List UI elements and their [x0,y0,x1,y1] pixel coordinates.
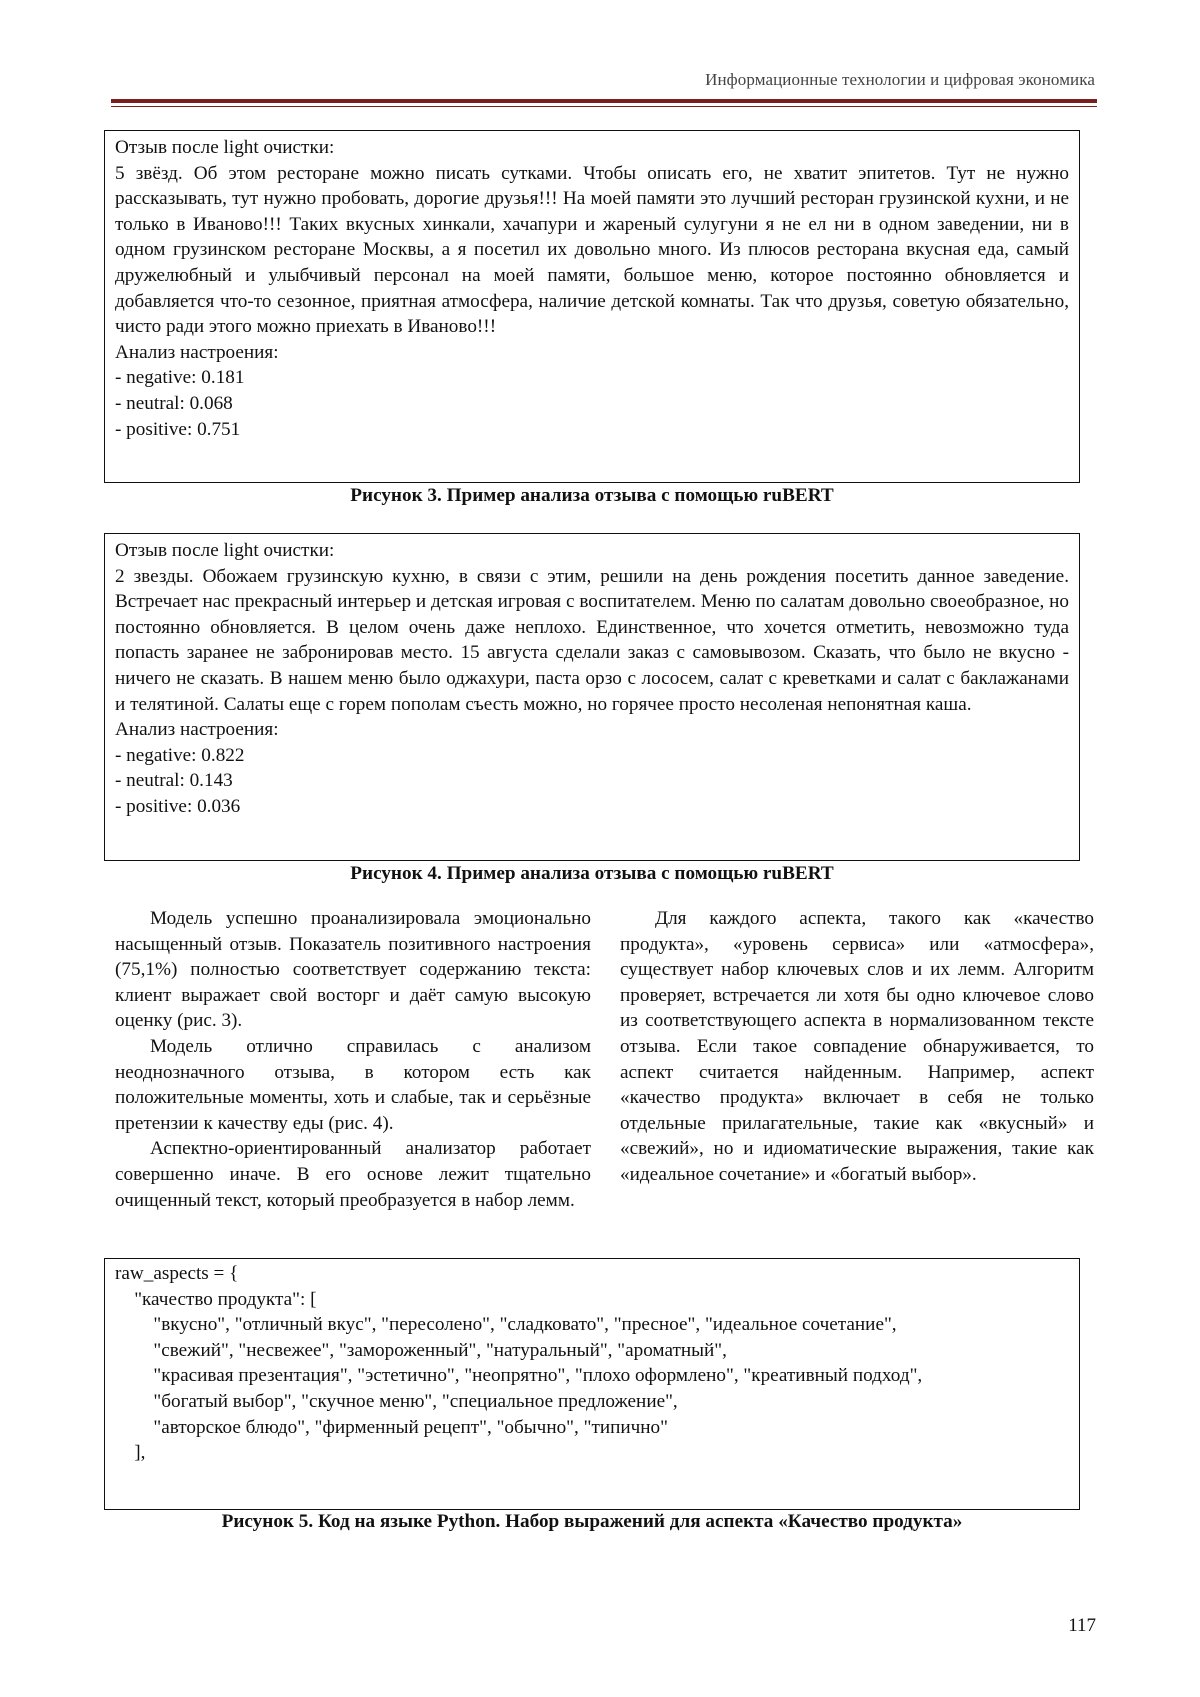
figure5-code-box [104,1258,1080,1510]
figure4-analysis-title: Анализ настроения: [115,719,279,741]
figure4-neutral-score: - neutral: 0.143 [115,770,233,792]
code-line: "авторское блюдо", "фирменный рецепт", "обычно", "типично" [115,1416,668,1438]
figure4-positive-score: - positive: 0.036 [115,795,241,817]
body-column-right [620,906,1094,1188]
figure3-review-box [104,130,1080,483]
figure3-review-text: 5 звёзд. Об этом ресторане можно писать сутками. Чтобы описать его, не хватит эпитетов. Тут не нужно рассказывать, тут нужно пробовать, дорогие друзья!!! На моей памяти это лучший ресторан грузинской кухни, и не только в Иваново!!! Таких вкусных хинкали, хачапури и жареный сулугуни я не ел ни в одном заведении, ни в одном грузинском ресторане Москвы, а я посетил их довольно много. Из плюсов ресторана вкусная еда, самый дружелюбный и улыбчивый персонал на моей памяти, большое меню, которое постоянно обновляется и добавляется что-то сезонное, приятная атмосфера, наличие детской комнаты. Так что друзья, советую обязательно, чисто ради этого можно приехать в Иваново!!! [115,162,1069,338]
body-paragraph: Для каждого аспекта, такого как «качество продукта», «уровень сервиса» или «атмосфера», существует набор ключевых слов и их лемм. Алгоритм проверяет, встречается ли хотя бы одно ключевое слово из соответствующего аспекта в нормализованном тексте отзыва. Если такое совпадение обнаруживается, то аспект считается найденным. Например, аспект «качество продукта» включает в себя не только отдельные прилагательные, такие как «вкусный» и «свежий», но и идиоматические выражения, такие как «идеальное сочетание» и «богатый выбор». [620,908,1094,1185]
header-rule-thick [111,99,1097,103]
figure3-negative-score: - negative: 0.181 [115,367,245,389]
figure3-analysis-title: Анализ настроения: [115,341,279,363]
figure4-box-title: Отзыв после light очистки: [115,540,335,561]
header-rule-thin [111,106,1097,107]
figure4-caption: Рисунок 4. Пример анализа отзыва с помощью ruBERT [350,863,834,884]
figure3-caption: Рисунок 3. Пример анализа отзыва с помощью ruBERT [350,485,834,506]
page-number: 117 [1068,1615,1096,1636]
code-line: raw_aspects = { [115,1263,239,1284]
figure3-box-title: Отзыв после light очистки: [115,137,335,158]
body-paragraph: Модель успешно проанализировала эмоционально насыщенный отзыв. Показатель позитивного настроения (75,1%) полностью соответствует содержанию текста: клиент выражает свой восторг и даёт самую высокую оценку (рис. 3). [115,908,591,1032]
code-line: "свежий", "несвежее", "замороженный", "натуральный", "ароматный", [115,1339,727,1361]
body-paragraph: Аспектно-ориентированный анализатор работает совершенно иначе. В его основе лежит тщательно очищенный текст, который преобразуется в набор лемм. [115,1138,591,1211]
code-line: "красивая презентация", "эстетично", "неопрятно", "плохо оформлено", "креативный подход", [115,1365,923,1387]
body-paragraph: Модель отлично справилась с анализом неоднозначного отзыва, в котором есть как положительные моменты, хоть и слабые, так и серьёзные претензии к качеству еды (рис. 4). [115,1035,591,1134]
figure5-caption: Рисунок 5. Код на языке Python. Набор выражений для аспекта «Качество продукта» [221,1511,963,1532]
figure4-review-box [104,533,1080,861]
code-line: "вкусно", "отличный вкус", "пересолено", "сладковато", "пресное", "идеальное сочетание", [115,1314,897,1336]
running-head: Информационные технологии и цифровая экономика [705,70,1095,89]
code-line: ], [115,1442,146,1464]
code-line: "богатый выбор", "скучное меню", "специальное предложение", [115,1390,678,1412]
code-line: "качество продукта": [ [115,1288,317,1310]
body-column-left [115,906,591,1213]
figure4-negative-score: - negative: 0.822 [115,744,245,766]
figure3-neutral-score: - neutral: 0.068 [115,392,233,414]
figure3-positive-score: - positive: 0.751 [115,418,241,440]
figure4-review-text: 2 звезды. Обожаем грузинскую кухню, в связи с этим, решили на день рождения посетить данное заведение. Встречает нас прекрасный интерьер и детская игровая с воспитателем. Меню по салатам довольно своеобразное, но постоянно обновляется. В целом очень даже неплохо. Единственное, что хочется отметить, невозможно туда попасть заранее не забронировав место. 15 августа сделали заказ с самовывозом. Сказать, что было не вкусно - ничего не сказать. В нашем меню было оджахури, паста орзо с лососем, салат с креветками и салат с баклажанами и телятиной. Салаты еще с горем пополам съесть можно, но горячее просто несоленая непонятная каша. [115,565,1069,715]
